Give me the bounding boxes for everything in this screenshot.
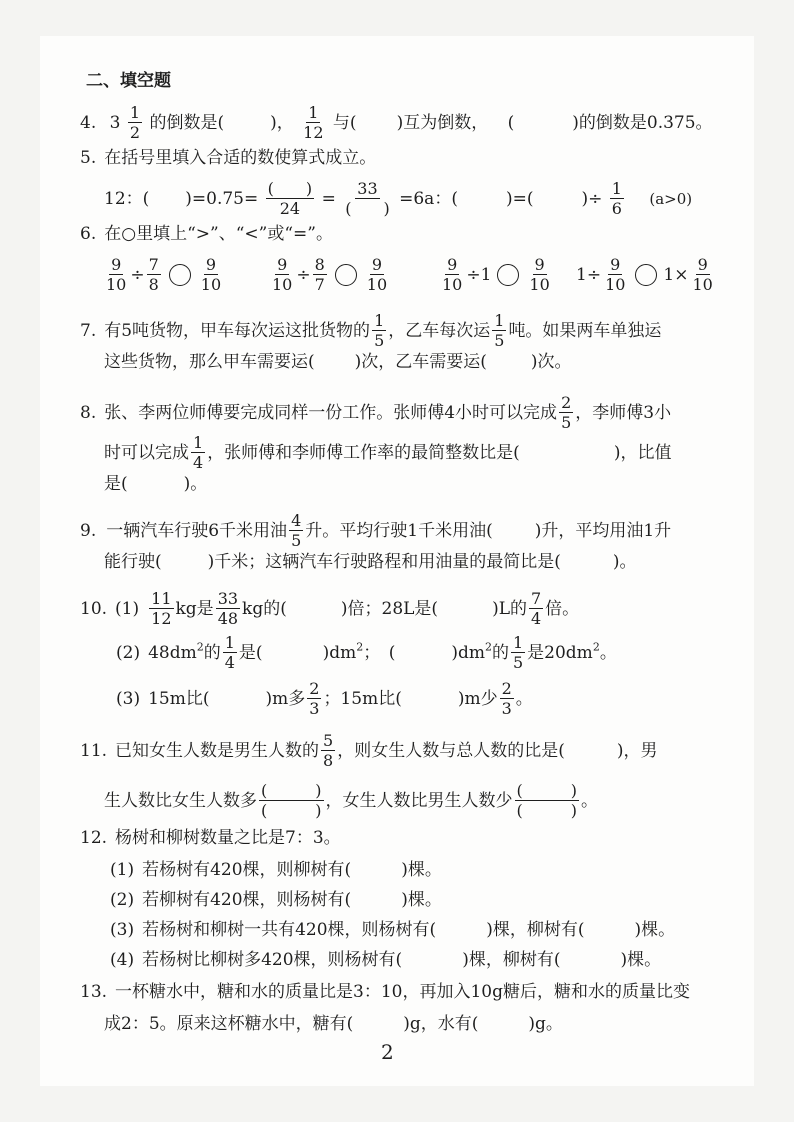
compare-circle[interactable]	[169, 264, 191, 286]
text: 是(	[238, 642, 263, 663]
text: 若杨树和柳树一共有420棵，则杨树有(	[142, 919, 437, 940]
text: 已知女生人数是男生人数的	[115, 740, 320, 761]
text: )，比值	[613, 442, 672, 463]
text: ，女生人数比男生人数少	[325, 790, 513, 811]
text: )m多	[265, 688, 306, 709]
question-11-line2	[104, 782, 598, 819]
question-12-part-3	[110, 918, 675, 941]
text: ；15m比(	[323, 688, 402, 709]
text: 。	[515, 688, 533, 709]
text: ÷1	[466, 264, 492, 285]
text: 这些货物，那么甲车需要运(	[104, 351, 315, 372]
text: )。	[183, 473, 208, 494]
superscript: 2	[592, 640, 600, 654]
text: )的倒数是0.375。	[572, 112, 713, 133]
compare-item-2: $\frac{9}{10}$ ÷ $\frac{8}{7}$ $\frac{9}{10}$	[272, 255, 388, 294]
text: 一杯糖水中，糖和水的质量比是3：10，再加入10g糖后，糖和水的质量比变	[115, 981, 691, 1002]
question-10-part-3: (3) 15m比( )m多 $\frac{2}{3}$ ；15m比( )m少 $\frac{2}{3}$ 。	[116, 679, 533, 718]
text: )=0.75=	[185, 188, 259, 209]
text: )。	[612, 551, 637, 572]
text: 是20dm	[527, 642, 593, 663]
fraction: $\frac{1}{12}$	[303, 103, 324, 142]
text: 有5吨货物，甲车每次运这批货物的	[104, 320, 371, 341]
compare-item-1: $\frac{9}{10}$ ÷ $\frac{7}{8}$ $\frac{9}{10}$	[106, 255, 222, 294]
text: )g，水有(	[403, 1013, 479, 1034]
text: 若杨树比柳树多420棵，则杨树有(	[142, 949, 403, 970]
page-number: 2	[381, 1040, 394, 1064]
text: =6a：(	[399, 188, 458, 209]
text: )dm	[451, 642, 485, 663]
part-label: (1)	[110, 859, 135, 880]
q-number: 5.	[80, 147, 97, 168]
text: )棵。	[401, 889, 442, 910]
question-7-line2	[104, 350, 572, 373]
text: 若杨树有420棵，则柳树有(	[142, 859, 352, 880]
part-label: (1)	[115, 598, 140, 619]
text: ，则女生人数与总人数的比是(	[337, 740, 565, 761]
text: )棵。	[620, 949, 662, 970]
part-label: (3)	[110, 919, 135, 940]
text: 的	[491, 642, 509, 663]
fraction: $\frac{1}{2}$	[129, 103, 141, 142]
question-11: 11. 已知女生人数是男生人数的 $\frac{5}{8}$ ，则女生人数与总人数的比是( )，男	[80, 731, 658, 770]
text: 48dm	[148, 642, 197, 663]
compare-circle[interactable]	[497, 264, 519, 286]
text: )次。	[530, 351, 572, 372]
question-8-line3	[104, 472, 207, 495]
text: )=(	[505, 188, 534, 209]
text: 生人数比女生人数多	[104, 790, 257, 811]
text: ÷	[130, 264, 145, 285]
text: 升。平均行驶1千米用油(	[305, 520, 493, 541]
question-12-part-4	[110, 948, 661, 971]
q-text: 杨树和柳树数量之比是7：3。	[115, 827, 341, 848]
text: 。	[599, 642, 617, 663]
question-13	[80, 980, 690, 1003]
text: 1÷	[576, 264, 602, 285]
compare-circle[interactable]	[635, 264, 657, 286]
text: ，张师傅和李师傅工作率的最简整数比是(	[207, 442, 520, 463]
q-text: 在○里填上“>”、“<”或“=”。	[104, 223, 333, 244]
superscript: 2	[196, 640, 204, 654]
fraction-blank[interactable]: ( ) ( )	[516, 781, 577, 820]
q-number: 11.	[80, 740, 108, 761]
text: =	[321, 188, 336, 209]
question-10-part-1: 10. (1) $\frac{11}{12}$ kg是 $\frac{33}{48}$ kg的( )倍；28L是( )L的 $\frac{7}{4}$ 倍。	[80, 589, 580, 628]
text: )L的	[492, 598, 527, 619]
text: )倍；28L是(	[340, 598, 439, 619]
question-6	[80, 222, 333, 245]
question-4	[80, 104, 713, 141]
text: 12：(	[104, 188, 150, 209]
text: )棵。	[401, 859, 442, 880]
q-number: 13.	[80, 981, 108, 1002]
q-text: 在括号里填入合适的数使算式成立。	[104, 147, 377, 168]
question-8-line2: 时可以完成 $\frac{1}{4}$ ，张师傅和李师傅工作率的最简整数比是( )，比值	[104, 433, 672, 472]
text: 一辆汽车行驶6千米用油	[106, 520, 288, 541]
q-number: 8.	[80, 402, 97, 423]
compare-item-3: $\frac{9}{10}$ ÷1 $\frac{9}{10}$	[442, 255, 550, 294]
question-12-part-2	[110, 888, 442, 911]
text: )千米；这辆汽车行驶路程和用油量的最简比是(	[207, 551, 561, 572]
text: 的倒数是(	[149, 112, 225, 133]
text: kg的(	[242, 598, 287, 619]
question-5-equation	[104, 180, 692, 217]
question-5	[80, 146, 376, 169]
q-number: 4.	[80, 112, 97, 133]
text: )互为倒数，	[396, 112, 489, 133]
question-12-part-1	[110, 858, 442, 881]
section-title: 二、填空题	[86, 71, 171, 91]
question-9-line2	[104, 550, 637, 573]
text: 张、李两位师傅要完成同样一份工作。张师傅4小时可以完成	[104, 402, 558, 423]
text: )棵，柳树有(	[486, 919, 585, 940]
fraction-blank[interactable]: 33 ( )	[345, 179, 390, 218]
text: 。	[581, 790, 598, 811]
text: )m少	[457, 688, 498, 709]
text: )棵。	[634, 919, 676, 940]
text: 1×	[663, 264, 689, 285]
question-8: 8. 张、李两位师傅要完成同样一份工作。张师傅4小时可以完成 $\frac{2}{5}$ ，李师傅3小	[80, 393, 672, 432]
mixed-whole: 3	[109, 112, 121, 133]
text: 是(	[104, 473, 128, 494]
text: 成2：5。原来这杯糖水中，糖有(	[104, 1013, 354, 1034]
text: (	[507, 112, 515, 133]
text: )g。	[528, 1013, 563, 1034]
q-number: 10.	[80, 598, 108, 619]
q-number: 6.	[80, 223, 97, 244]
q-number: 7.	[80, 320, 97, 341]
question-10-part-2: (2) $48dm^2$的 $\frac{1}{4}$ 是( )$dm^2$； ( )$dm^2$的 $\frac{1}{5}$ 是$20dm^2$。	[116, 633, 617, 672]
text: )，男	[616, 740, 658, 761]
text: )dm	[322, 642, 357, 663]
text: )棵，柳树有(	[462, 949, 561, 970]
text: 时可以完成	[104, 442, 189, 463]
text: 倍。	[545, 598, 580, 619]
compare-item-4: 1÷ $\frac{9}{10}$ 1× $\frac{9}{10}$	[576, 255, 713, 294]
text: 能行驶(	[104, 551, 162, 572]
text: ÷	[296, 264, 311, 285]
question-9: 9. 一辆汽车行驶6千米用油 $\frac{4}{5}$ 升。平均行驶1千米用油( )升，平均用油1升	[80, 511, 672, 550]
text: ； (	[363, 642, 396, 663]
text: 的	[203, 642, 221, 663]
question-13-line2	[104, 1012, 563, 1035]
compare-circle[interactable]	[335, 264, 357, 286]
text: ，李师傅3小	[575, 402, 672, 423]
text: kg是	[175, 598, 214, 619]
part-label: (4)	[110, 949, 135, 970]
fraction: $\frac{1}{6}$	[611, 179, 622, 218]
text: 15m比(	[148, 688, 210, 709]
question-12	[80, 826, 341, 849]
text: )÷	[581, 188, 603, 209]
fraction-blank[interactable]: ( ) 24	[267, 179, 313, 218]
text: 若柳树有420棵，则杨树有(	[142, 889, 352, 910]
text: ，乙车每次运	[388, 320, 491, 341]
condition: (a>0)	[649, 189, 693, 208]
text: 与(	[332, 112, 357, 133]
superscript: 2	[356, 640, 364, 654]
superscript: 2	[484, 640, 492, 654]
question-7: 7. 有5吨货物，甲车每次运这批货物的 $\frac{1}{5}$ ，乙车每次运 $\frac{1}{5}$ 吨。如果两车单独运	[80, 311, 662, 350]
q-number: 9.	[80, 520, 97, 541]
part-label: (2)	[110, 889, 135, 910]
part-label: (2)	[116, 642, 141, 663]
text: )升，平均用油1升	[534, 520, 672, 541]
text: 吨。如果两车单独运	[508, 320, 662, 341]
text: )次，乙车需要运(	[354, 351, 487, 372]
part-label: (3)	[116, 688, 141, 709]
text: )，	[270, 112, 294, 133]
fraction-blank[interactable]: ( ) ( )	[261, 781, 322, 820]
q-number: 12.	[80, 827, 108, 848]
